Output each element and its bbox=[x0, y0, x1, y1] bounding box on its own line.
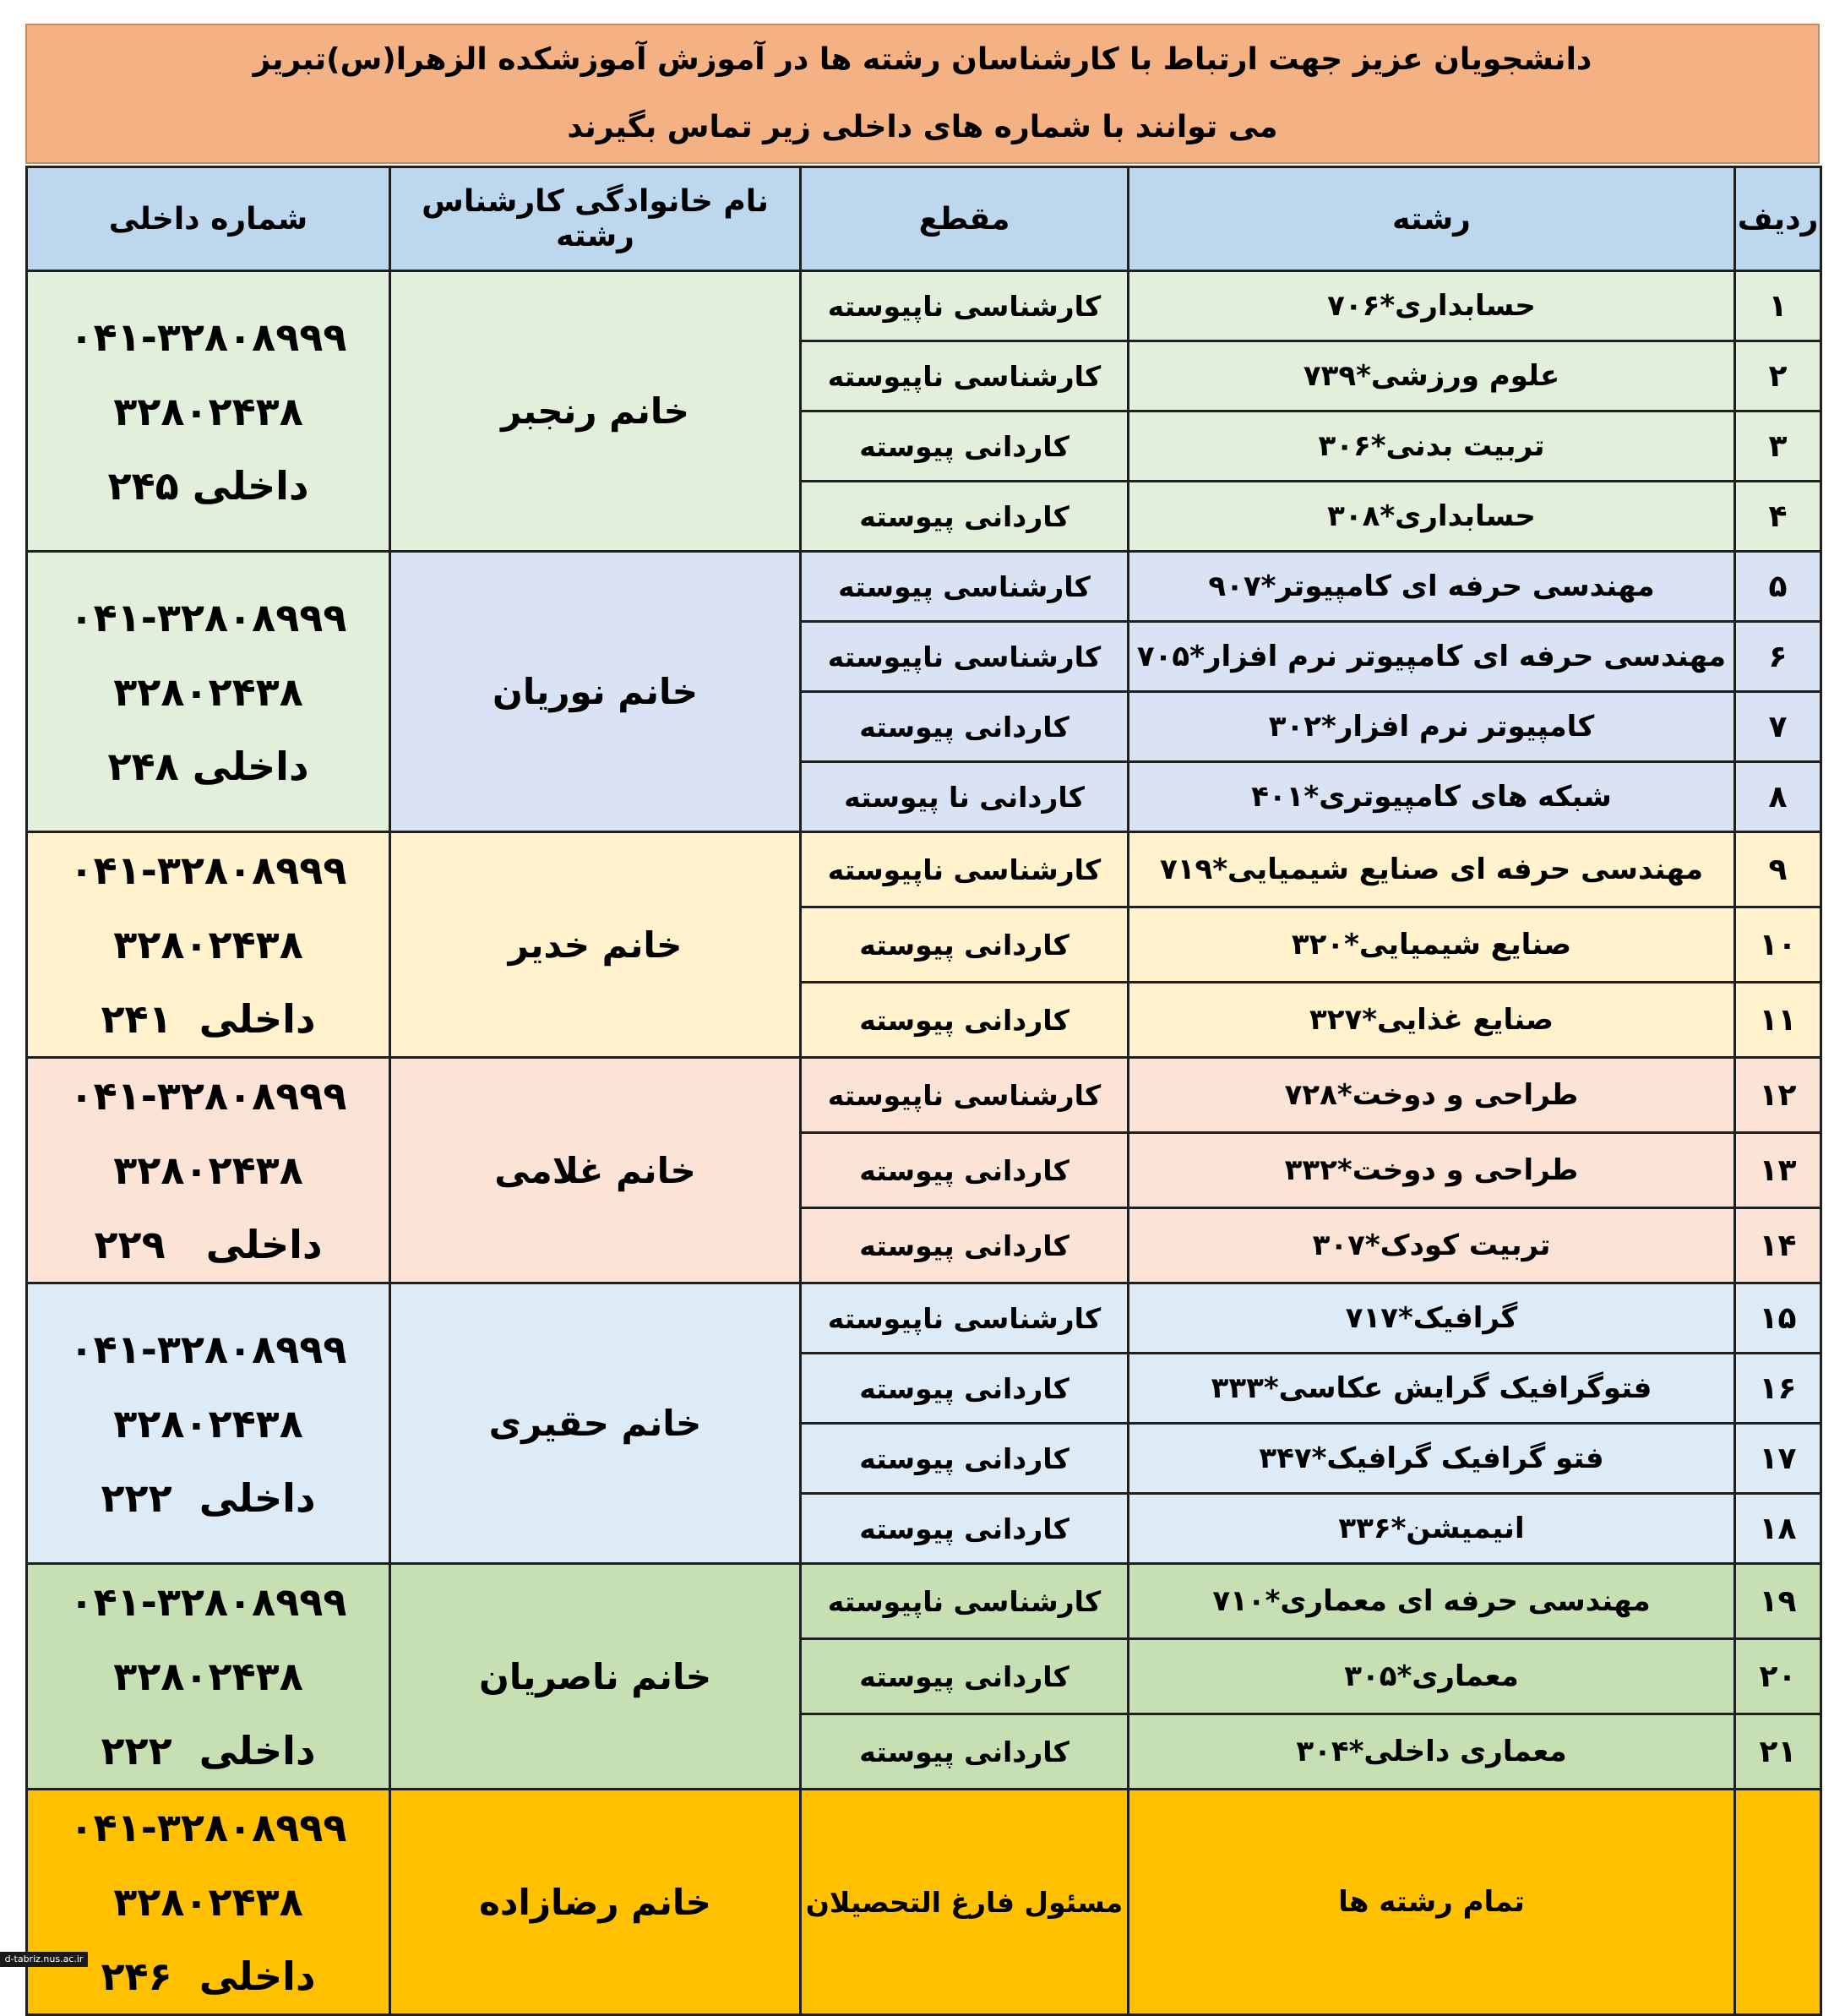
level-cell: کارشناسی ناپیوسته bbox=[801, 271, 1129, 341]
phone-cell bbox=[27, 271, 390, 552]
level-cell: کارشناسی ناپیوسته bbox=[801, 1283, 1129, 1354]
row-number: ۲۰ bbox=[1735, 1639, 1821, 1714]
level-cell: کاردانی پیوسته bbox=[801, 1354, 1129, 1424]
table-row bbox=[27, 1790, 1821, 2015]
phone-cell bbox=[27, 1058, 390, 1283]
phone-extension: داخلی ۲۲۲ bbox=[101, 1474, 316, 1521]
expert-name: خانم رنجبر bbox=[390, 271, 801, 552]
row-number: ۱۹ bbox=[1735, 1564, 1821, 1639]
header-level: مقطع bbox=[801, 167, 1129, 271]
table-row bbox=[27, 1564, 1821, 1639]
phone-main-number: ۰۴۱-۳۲۸۰۸۹۹۹ bbox=[69, 1579, 347, 1625]
table-body bbox=[27, 271, 1821, 2015]
phone-cell bbox=[27, 832, 390, 1058]
major-cell: طراحی و دوخت*۷۲۸ bbox=[1129, 1058, 1735, 1133]
phone-secondary-number: ۳۲۸۰۲۴۳۸ bbox=[113, 1654, 303, 1699]
row-number: ۳ bbox=[1735, 411, 1821, 482]
major-cell: مهندسی حرفه ای صنایع شیمیایی*۷۱۹ bbox=[1129, 832, 1735, 907]
contacts-table bbox=[25, 166, 1822, 2016]
row-number: ۶ bbox=[1735, 622, 1821, 692]
row-number: ۹ bbox=[1735, 832, 1821, 907]
table-row bbox=[27, 832, 1821, 907]
row-number: ۱۱ bbox=[1735, 983, 1821, 1058]
phone-cell bbox=[27, 552, 390, 832]
row-number bbox=[1735, 1790, 1821, 2015]
level-cell: مسئول فارغ التحصیلان bbox=[801, 1790, 1129, 2015]
header-phone: شماره داخلی bbox=[27, 167, 390, 271]
major-cell: معماری*۳۰۵ bbox=[1129, 1639, 1735, 1714]
row-number: ۲ bbox=[1735, 341, 1821, 411]
major-cell: طراحی و دوخت*۳۳۲ bbox=[1129, 1133, 1735, 1208]
header-major: رشته bbox=[1129, 167, 1735, 271]
major-cell: تمام رشته ها bbox=[1129, 1790, 1735, 2015]
level-cell: کارشناسی پیوسته bbox=[801, 552, 1129, 622]
level-cell: کارشناسی ناپیوسته bbox=[801, 1058, 1129, 1133]
row-number: ۱۰ bbox=[1735, 907, 1821, 983]
title-banner bbox=[25, 24, 1820, 164]
major-cell: حسابداری*۳۰۸ bbox=[1129, 482, 1735, 552]
phone-main-number: ۰۴۱-۳۲۸۰۸۹۹۹ bbox=[69, 847, 347, 893]
phone-extension: داخلی ۲۴۶ bbox=[101, 1953, 316, 1999]
row-number: ۱۲ bbox=[1735, 1058, 1821, 1133]
row-number: ۱۸ bbox=[1735, 1494, 1821, 1564]
phone-secondary-number: ۳۲۸۰۲۴۳۸ bbox=[113, 388, 303, 434]
phone-secondary-number: ۳۲۸۰۲۴۳۸ bbox=[113, 1879, 303, 1925]
level-cell: کاردانی پیوسته bbox=[801, 692, 1129, 762]
major-cell: انیمیشن*۳۳۶ bbox=[1129, 1494, 1735, 1564]
level-cell: کاردانی پیوسته bbox=[801, 1639, 1129, 1714]
level-cell: کاردانی پیوسته bbox=[801, 907, 1129, 983]
major-cell: علوم ورزشی*۷۳۹ bbox=[1129, 341, 1735, 411]
phone-extension: داخلی ۲۴۸ bbox=[107, 743, 309, 789]
phone-extension: داخلی ۲۲۹ bbox=[94, 1222, 323, 1267]
phone-secondary-number: ۳۲۸۰۲۴۳۸ bbox=[113, 922, 303, 967]
row-number: ۱ bbox=[1735, 271, 1821, 341]
table-row bbox=[27, 1058, 1821, 1133]
phone-secondary-number: ۳۲۸۰۲۴۳۸ bbox=[113, 1400, 303, 1447]
row-number: ۴ bbox=[1735, 482, 1821, 552]
phone-cell bbox=[27, 1564, 390, 1790]
row-number: ۸ bbox=[1735, 762, 1821, 832]
expert-name: خانم نوریان bbox=[390, 552, 801, 832]
level-cell: کاردانی پیوسته bbox=[801, 1494, 1129, 1564]
level-cell: کاردانی پیوسته bbox=[801, 1714, 1129, 1790]
row-number: ۱۵ bbox=[1735, 1283, 1821, 1354]
level-cell: کارشناسی ناپیوسته bbox=[801, 832, 1129, 907]
major-cell: فتو گرافیک گرافیک*۳۴۷ bbox=[1129, 1424, 1735, 1494]
row-number: ۱۷ bbox=[1735, 1424, 1821, 1494]
level-cell: کاردانی پیوسته bbox=[801, 482, 1129, 552]
major-cell: معماری داخلی*۳۰۴ bbox=[1129, 1714, 1735, 1790]
header-row-number: ردیف bbox=[1735, 167, 1821, 271]
major-cell: گرافیک*۷۱۷ bbox=[1129, 1283, 1735, 1354]
row-number: ۱۴ bbox=[1735, 1208, 1821, 1283]
phone-main-number: ۰۴۱-۳۲۸۰۸۹۹۹ bbox=[69, 313, 347, 360]
major-cell: تربیت کودک*۳۰۷ bbox=[1129, 1208, 1735, 1283]
major-cell: کامپیوتر نرم افزار*۳۰۲ bbox=[1129, 692, 1735, 762]
phone-main-number: ۰۴۱-۳۲۸۰۸۹۹۹ bbox=[69, 1073, 347, 1119]
major-cell: شبکه های کامپیوتری*۴۰۱ bbox=[1129, 762, 1735, 832]
expert-name: خانم غلامی bbox=[390, 1058, 801, 1283]
major-cell: مهندسی حرفه ای کامپیوتر*۹۰۷ bbox=[1129, 552, 1735, 622]
row-number: ۱۶ bbox=[1735, 1354, 1821, 1424]
table-row bbox=[27, 552, 1821, 622]
level-cell: کاردانی پیوسته bbox=[801, 983, 1129, 1058]
phone-cell bbox=[27, 1790, 390, 2015]
row-number: ۱۳ bbox=[1735, 1133, 1821, 1208]
table-row bbox=[27, 271, 1821, 341]
phone-extension: داخلی ۲۴۵ bbox=[107, 462, 309, 509]
level-cell: کاردانی پیوسته bbox=[801, 1424, 1129, 1494]
footer-watermark: d-tabriz.nus.ac.ir bbox=[0, 1952, 88, 1967]
phone-main-number: ۰۴۱-۳۲۸۰۸۹۹۹ bbox=[69, 1326, 347, 1372]
major-cell: تربیت بدنی*۳۰۶ bbox=[1129, 411, 1735, 482]
level-cell: کاردانی پیوسته bbox=[801, 411, 1129, 482]
phone-secondary-number: ۳۲۸۰۲۴۳۸ bbox=[113, 668, 303, 715]
title-line-1: دانشجویان عزیز جهت ارتباط با کارشناسان رشته ها در آموزش آموزشکده الزهرا(س)تبریز bbox=[253, 42, 1592, 77]
title-line-2: می توانند با شماره های داخلی زیر تماس بگیرند bbox=[567, 110, 1278, 144]
expert-name: خانم خدیر bbox=[390, 832, 801, 1058]
level-cell: کارشناسی ناپیوسته bbox=[801, 341, 1129, 411]
major-cell: صنایع غذایی*۳۲۷ bbox=[1129, 983, 1735, 1058]
phone-main-number: ۰۴۱-۳۲۸۰۸۹۹۹ bbox=[69, 594, 347, 640]
major-cell: مهندسی حرفه ای معماری*۷۱۰ bbox=[1129, 1564, 1735, 1639]
row-number: ۲۱ bbox=[1735, 1714, 1821, 1790]
phone-cell bbox=[27, 1283, 390, 1564]
major-cell: صنایع شیمیایی*۳۲۰ bbox=[1129, 907, 1735, 983]
expert-name: خانم حقیری bbox=[390, 1283, 801, 1564]
expert-name: خانم رضازاده bbox=[390, 1790, 801, 2015]
major-cell: مهندسی حرفه ای کامپیوتر نرم افزار*۷۰۵ bbox=[1129, 622, 1735, 692]
header-expert: نام خانوادگی کارشناس رشته bbox=[390, 167, 801, 271]
level-cell: کارشناسی ناپیوسته bbox=[801, 1564, 1129, 1639]
phone-secondary-number: ۳۲۸۰۲۴۳۸ bbox=[113, 1147, 303, 1193]
level-cell: کاردانی پیوسته bbox=[801, 1208, 1129, 1283]
phone-extension: داخلی ۲۴۱ bbox=[101, 996, 316, 1042]
table-row bbox=[27, 1283, 1821, 1354]
phone-extension: داخلی ۲۲۲ bbox=[101, 1728, 316, 1774]
phone-main-number: ۰۴۱-۳۲۸۰۸۹۹۹ bbox=[69, 1805, 347, 1850]
row-number: ۵ bbox=[1735, 552, 1821, 622]
expert-name: خانم ناصریان bbox=[390, 1564, 801, 1790]
level-cell: کاردانی نا پیوسته bbox=[801, 762, 1129, 832]
header-row bbox=[27, 167, 1821, 271]
major-cell: حسابداری*۷۰۶ bbox=[1129, 271, 1735, 341]
level-cell: کاردانی پیوسته bbox=[801, 1133, 1129, 1208]
major-cell: فتوگرافیک گرایش عکاسی*۳۳۳ bbox=[1129, 1354, 1735, 1424]
level-cell: کارشناسی ناپیوسته bbox=[801, 622, 1129, 692]
row-number: ۷ bbox=[1735, 692, 1821, 762]
